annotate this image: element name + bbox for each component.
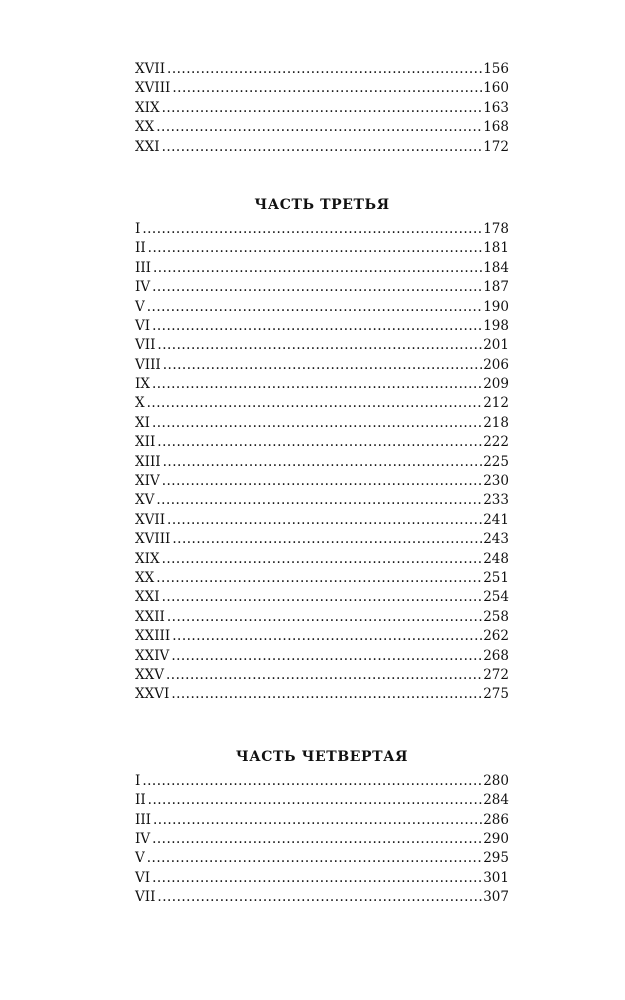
dot-leader bbox=[156, 569, 482, 588]
chapter-number: XXI bbox=[135, 138, 160, 155]
chapter-number: XVII bbox=[135, 511, 166, 528]
toc-entry bbox=[135, 336, 509, 355]
chapter-number: II bbox=[135, 240, 146, 257]
toc-entry bbox=[135, 239, 509, 258]
chapter-number: I bbox=[135, 772, 141, 789]
page-number: 295 bbox=[483, 850, 509, 867]
page-number: 218 bbox=[483, 414, 509, 431]
chapter-number: IV bbox=[135, 830, 151, 847]
dot-leader bbox=[152, 869, 482, 888]
chapter-number: XXI bbox=[135, 589, 160, 606]
page-number: 212 bbox=[483, 395, 509, 412]
toc-entry bbox=[135, 830, 509, 849]
toc-entry bbox=[135, 356, 509, 375]
toc-entry bbox=[135, 666, 509, 685]
page-number: 307 bbox=[483, 889, 509, 906]
dot-leader bbox=[153, 811, 482, 830]
chapter-number: XIX bbox=[135, 550, 160, 567]
toc-entry bbox=[135, 394, 509, 413]
toc-entry bbox=[135, 791, 509, 810]
dot-leader bbox=[171, 685, 482, 704]
page-number: 262 bbox=[483, 628, 509, 645]
dot-leader bbox=[142, 772, 482, 791]
toc-entry bbox=[135, 220, 509, 239]
chapter-number: XVIII bbox=[135, 531, 171, 548]
page-number: 163 bbox=[483, 99, 509, 116]
chapter-number: XX bbox=[135, 119, 155, 136]
page-number: 178 bbox=[483, 220, 509, 237]
chapter-number: XXII bbox=[135, 608, 165, 625]
dot-leader bbox=[167, 60, 482, 79]
chapter-number: XXIII bbox=[135, 628, 171, 645]
dot-leader bbox=[156, 118, 482, 137]
table-of-contents-page bbox=[135, 60, 509, 907]
chapter-number: XI bbox=[135, 414, 150, 431]
page-number: 301 bbox=[483, 869, 509, 886]
toc-entry bbox=[135, 60, 509, 79]
dot-leader bbox=[172, 530, 482, 549]
toc-entry bbox=[135, 530, 509, 549]
toc-entry bbox=[135, 491, 509, 510]
toc-entry bbox=[135, 569, 509, 588]
dot-leader bbox=[152, 278, 482, 297]
page-number: 243 bbox=[483, 531, 509, 548]
toc-entry bbox=[135, 298, 509, 317]
dot-leader bbox=[148, 791, 483, 810]
toc-entry bbox=[135, 511, 509, 530]
page-number: 198 bbox=[483, 317, 509, 334]
toc-entry bbox=[135, 433, 509, 452]
page-number: 168 bbox=[483, 119, 509, 136]
page-number: 241 bbox=[483, 511, 509, 528]
chapter-number: XIII bbox=[135, 453, 161, 470]
dot-leader bbox=[157, 433, 482, 452]
dot-leader bbox=[157, 888, 482, 907]
toc-entry bbox=[135, 79, 509, 98]
dot-leader bbox=[162, 99, 483, 118]
page-number: 209 bbox=[483, 376, 509, 393]
dot-leader bbox=[147, 849, 482, 868]
toc-list-continuation bbox=[135, 60, 509, 157]
page-number: 284 bbox=[483, 792, 509, 809]
toc-entry bbox=[135, 869, 509, 888]
chapter-number: X bbox=[135, 395, 145, 412]
part-three-heading: ЧАСТЬ ТРЕТЬЯ bbox=[254, 196, 390, 213]
page-number: 190 bbox=[483, 298, 509, 315]
toc-entry bbox=[135, 888, 509, 907]
dot-leader bbox=[167, 608, 482, 627]
chapter-number: XVIII bbox=[135, 80, 171, 97]
dot-leader bbox=[142, 220, 482, 239]
chapter-number: XXV bbox=[135, 666, 164, 683]
page-number: 290 bbox=[483, 830, 509, 847]
page-number: 187 bbox=[483, 279, 509, 296]
page-number: 184 bbox=[483, 259, 509, 276]
dot-leader bbox=[172, 79, 482, 98]
dot-leader bbox=[162, 550, 483, 569]
chapter-number: V bbox=[135, 850, 145, 867]
part-four-heading: ЧАСТЬ ЧЕТВЕРТАЯ bbox=[235, 748, 409, 765]
page-number: 254 bbox=[483, 589, 509, 606]
toc-entry bbox=[135, 472, 509, 491]
dot-leader bbox=[147, 298, 482, 317]
chapter-number: VII bbox=[135, 889, 156, 906]
page-number: 280 bbox=[483, 772, 509, 789]
dot-leader bbox=[152, 317, 482, 336]
chapter-number: XIX bbox=[135, 99, 160, 116]
dot-leader bbox=[162, 138, 483, 157]
dot-leader bbox=[153, 259, 482, 278]
page-number: 156 bbox=[483, 61, 509, 77]
page-number: 206 bbox=[483, 356, 509, 373]
toc-entry bbox=[135, 849, 509, 868]
toc-entry bbox=[135, 811, 509, 830]
chapter-number: IX bbox=[135, 376, 150, 393]
dot-leader bbox=[152, 830, 482, 849]
dot-leader bbox=[156, 491, 482, 510]
dot-leader bbox=[162, 588, 483, 607]
toc-entry bbox=[135, 772, 509, 791]
dot-leader bbox=[152, 375, 482, 394]
dot-leader bbox=[172, 627, 482, 646]
chapter-number: III bbox=[135, 259, 151, 276]
page-number: 181 bbox=[483, 240, 509, 257]
dot-leader bbox=[162, 472, 483, 491]
toc-entry bbox=[135, 647, 509, 666]
toc-entry bbox=[135, 375, 509, 394]
dot-leader bbox=[167, 511, 482, 530]
toc-entry bbox=[135, 118, 509, 137]
chapter-number: VI bbox=[135, 317, 151, 334]
dot-leader bbox=[171, 647, 482, 666]
page-number: 233 bbox=[483, 492, 509, 509]
toc-entry bbox=[135, 259, 509, 278]
chapter-number: VIII bbox=[135, 356, 161, 373]
toc-entry bbox=[135, 138, 509, 157]
chapter-number: XXIV bbox=[135, 647, 170, 664]
toc-entry bbox=[135, 588, 509, 607]
chapter-number: XVII bbox=[135, 61, 166, 77]
toc-entry bbox=[135, 278, 509, 297]
page-number: 258 bbox=[483, 608, 509, 625]
dot-leader bbox=[166, 666, 482, 685]
chapter-number: IV bbox=[135, 279, 151, 296]
toc-list-part-three bbox=[135, 220, 509, 705]
page-number: 201 bbox=[483, 337, 509, 354]
chapter-number: VI bbox=[135, 869, 151, 886]
toc-list-part-four bbox=[135, 772, 509, 908]
toc-entry bbox=[135, 685, 509, 704]
chapter-number: XIV bbox=[135, 473, 160, 490]
chapter-number: XX bbox=[135, 569, 155, 586]
page-number: 268 bbox=[483, 647, 509, 664]
chapter-number: III bbox=[135, 811, 151, 828]
page-number: 172 bbox=[483, 138, 509, 155]
page-number: 160 bbox=[483, 80, 509, 97]
toc-entry bbox=[135, 608, 509, 627]
toc-entry bbox=[135, 99, 509, 118]
dot-leader bbox=[163, 453, 483, 472]
toc-entry bbox=[135, 627, 509, 646]
page-number: 225 bbox=[483, 453, 509, 470]
chapter-number: XII bbox=[135, 434, 156, 451]
page-number: 286 bbox=[483, 811, 509, 828]
page-number: 230 bbox=[483, 473, 509, 490]
dot-leader bbox=[152, 414, 482, 433]
page-number: 222 bbox=[483, 434, 509, 451]
page-number: 248 bbox=[483, 550, 509, 567]
dot-leader bbox=[157, 336, 482, 355]
chapter-number: XXVI bbox=[135, 686, 170, 703]
dot-leader bbox=[147, 394, 483, 413]
page-number: 251 bbox=[483, 569, 509, 586]
dot-leader bbox=[163, 356, 482, 375]
page-number: 272 bbox=[483, 666, 509, 683]
toc-entry bbox=[135, 550, 509, 569]
toc-entry bbox=[135, 414, 509, 433]
chapter-number: II bbox=[135, 792, 146, 809]
page-number: 275 bbox=[483, 686, 509, 703]
toc-entry bbox=[135, 317, 509, 336]
chapter-number: I bbox=[135, 220, 141, 237]
chapter-number: VII bbox=[135, 337, 156, 354]
chapter-number: V bbox=[135, 298, 145, 315]
dot-leader bbox=[148, 239, 483, 258]
chapter-number: XV bbox=[135, 492, 155, 509]
toc-entry bbox=[135, 453, 509, 472]
